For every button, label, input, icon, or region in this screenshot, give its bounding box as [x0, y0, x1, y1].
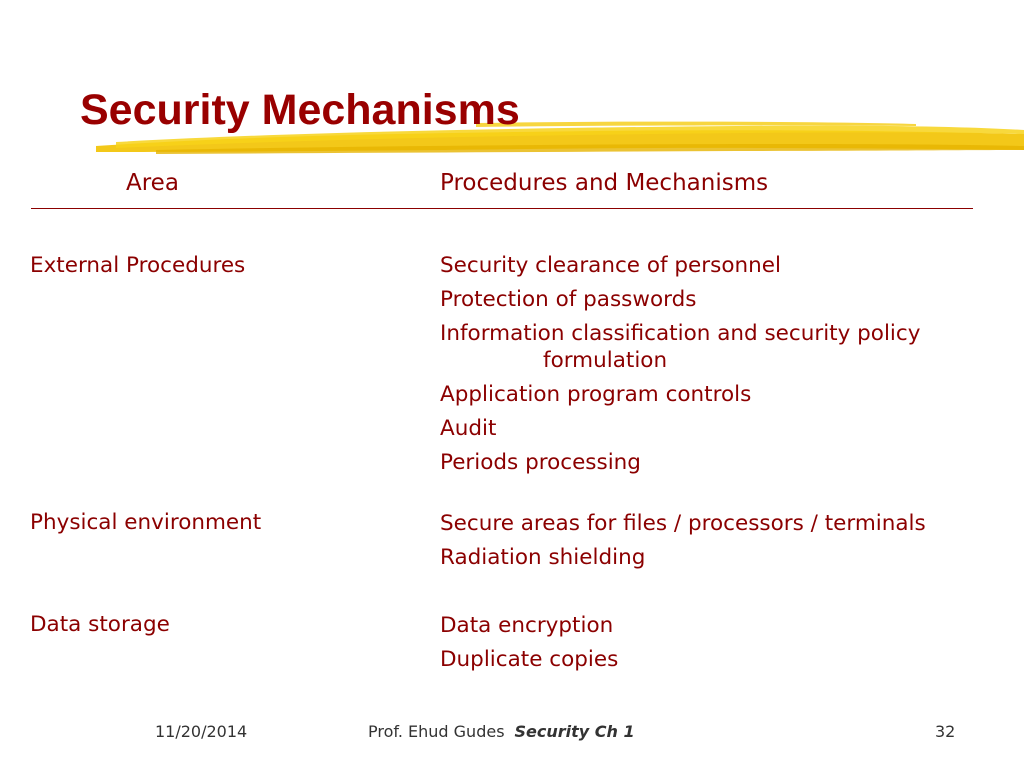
mechanism-item: Data encryption — [440, 613, 614, 638]
mechanism-item-line: Information classification and security policy — [440, 321, 921, 346]
area-data-storage: Data storage — [30, 612, 170, 637]
footer-author: Prof. Ehud Gudes — [368, 722, 505, 741]
mechanism-item: Application program controls — [440, 382, 752, 407]
mechanism-item: Protection of passwords — [440, 287, 697, 312]
mechanism-item: Duplicate copies — [440, 647, 619, 672]
area-external-procedures: External Procedures — [30, 253, 246, 278]
area-physical-environment: Physical environment — [30, 510, 262, 535]
footer-course: Security Ch 1 — [514, 722, 635, 741]
footer-date: 11/20/2014 — [155, 722, 248, 741]
footer-author-course — [368, 722, 635, 741]
header-rule — [31, 208, 973, 209]
mechanism-item: Audit — [440, 416, 497, 441]
header-mechanisms: Procedures and Mechanisms — [440, 170, 769, 196]
mechanism-item-line-continuation: formulation — [543, 348, 668, 373]
mechanism-item-multiline — [440, 320, 920, 374]
footer-page-number: 32 — [935, 722, 956, 741]
header-area: Area — [126, 170, 179, 196]
mechanism-item: Periods processing — [440, 450, 641, 475]
mechanism-item: Security clearance of personnel — [440, 253, 781, 278]
mechanism-item: Secure areas for files / processors / terminals — [440, 511, 926, 536]
slide-title: Security Mechanisms — [80, 86, 520, 134]
mechanism-item: Radiation shielding — [440, 545, 646, 570]
